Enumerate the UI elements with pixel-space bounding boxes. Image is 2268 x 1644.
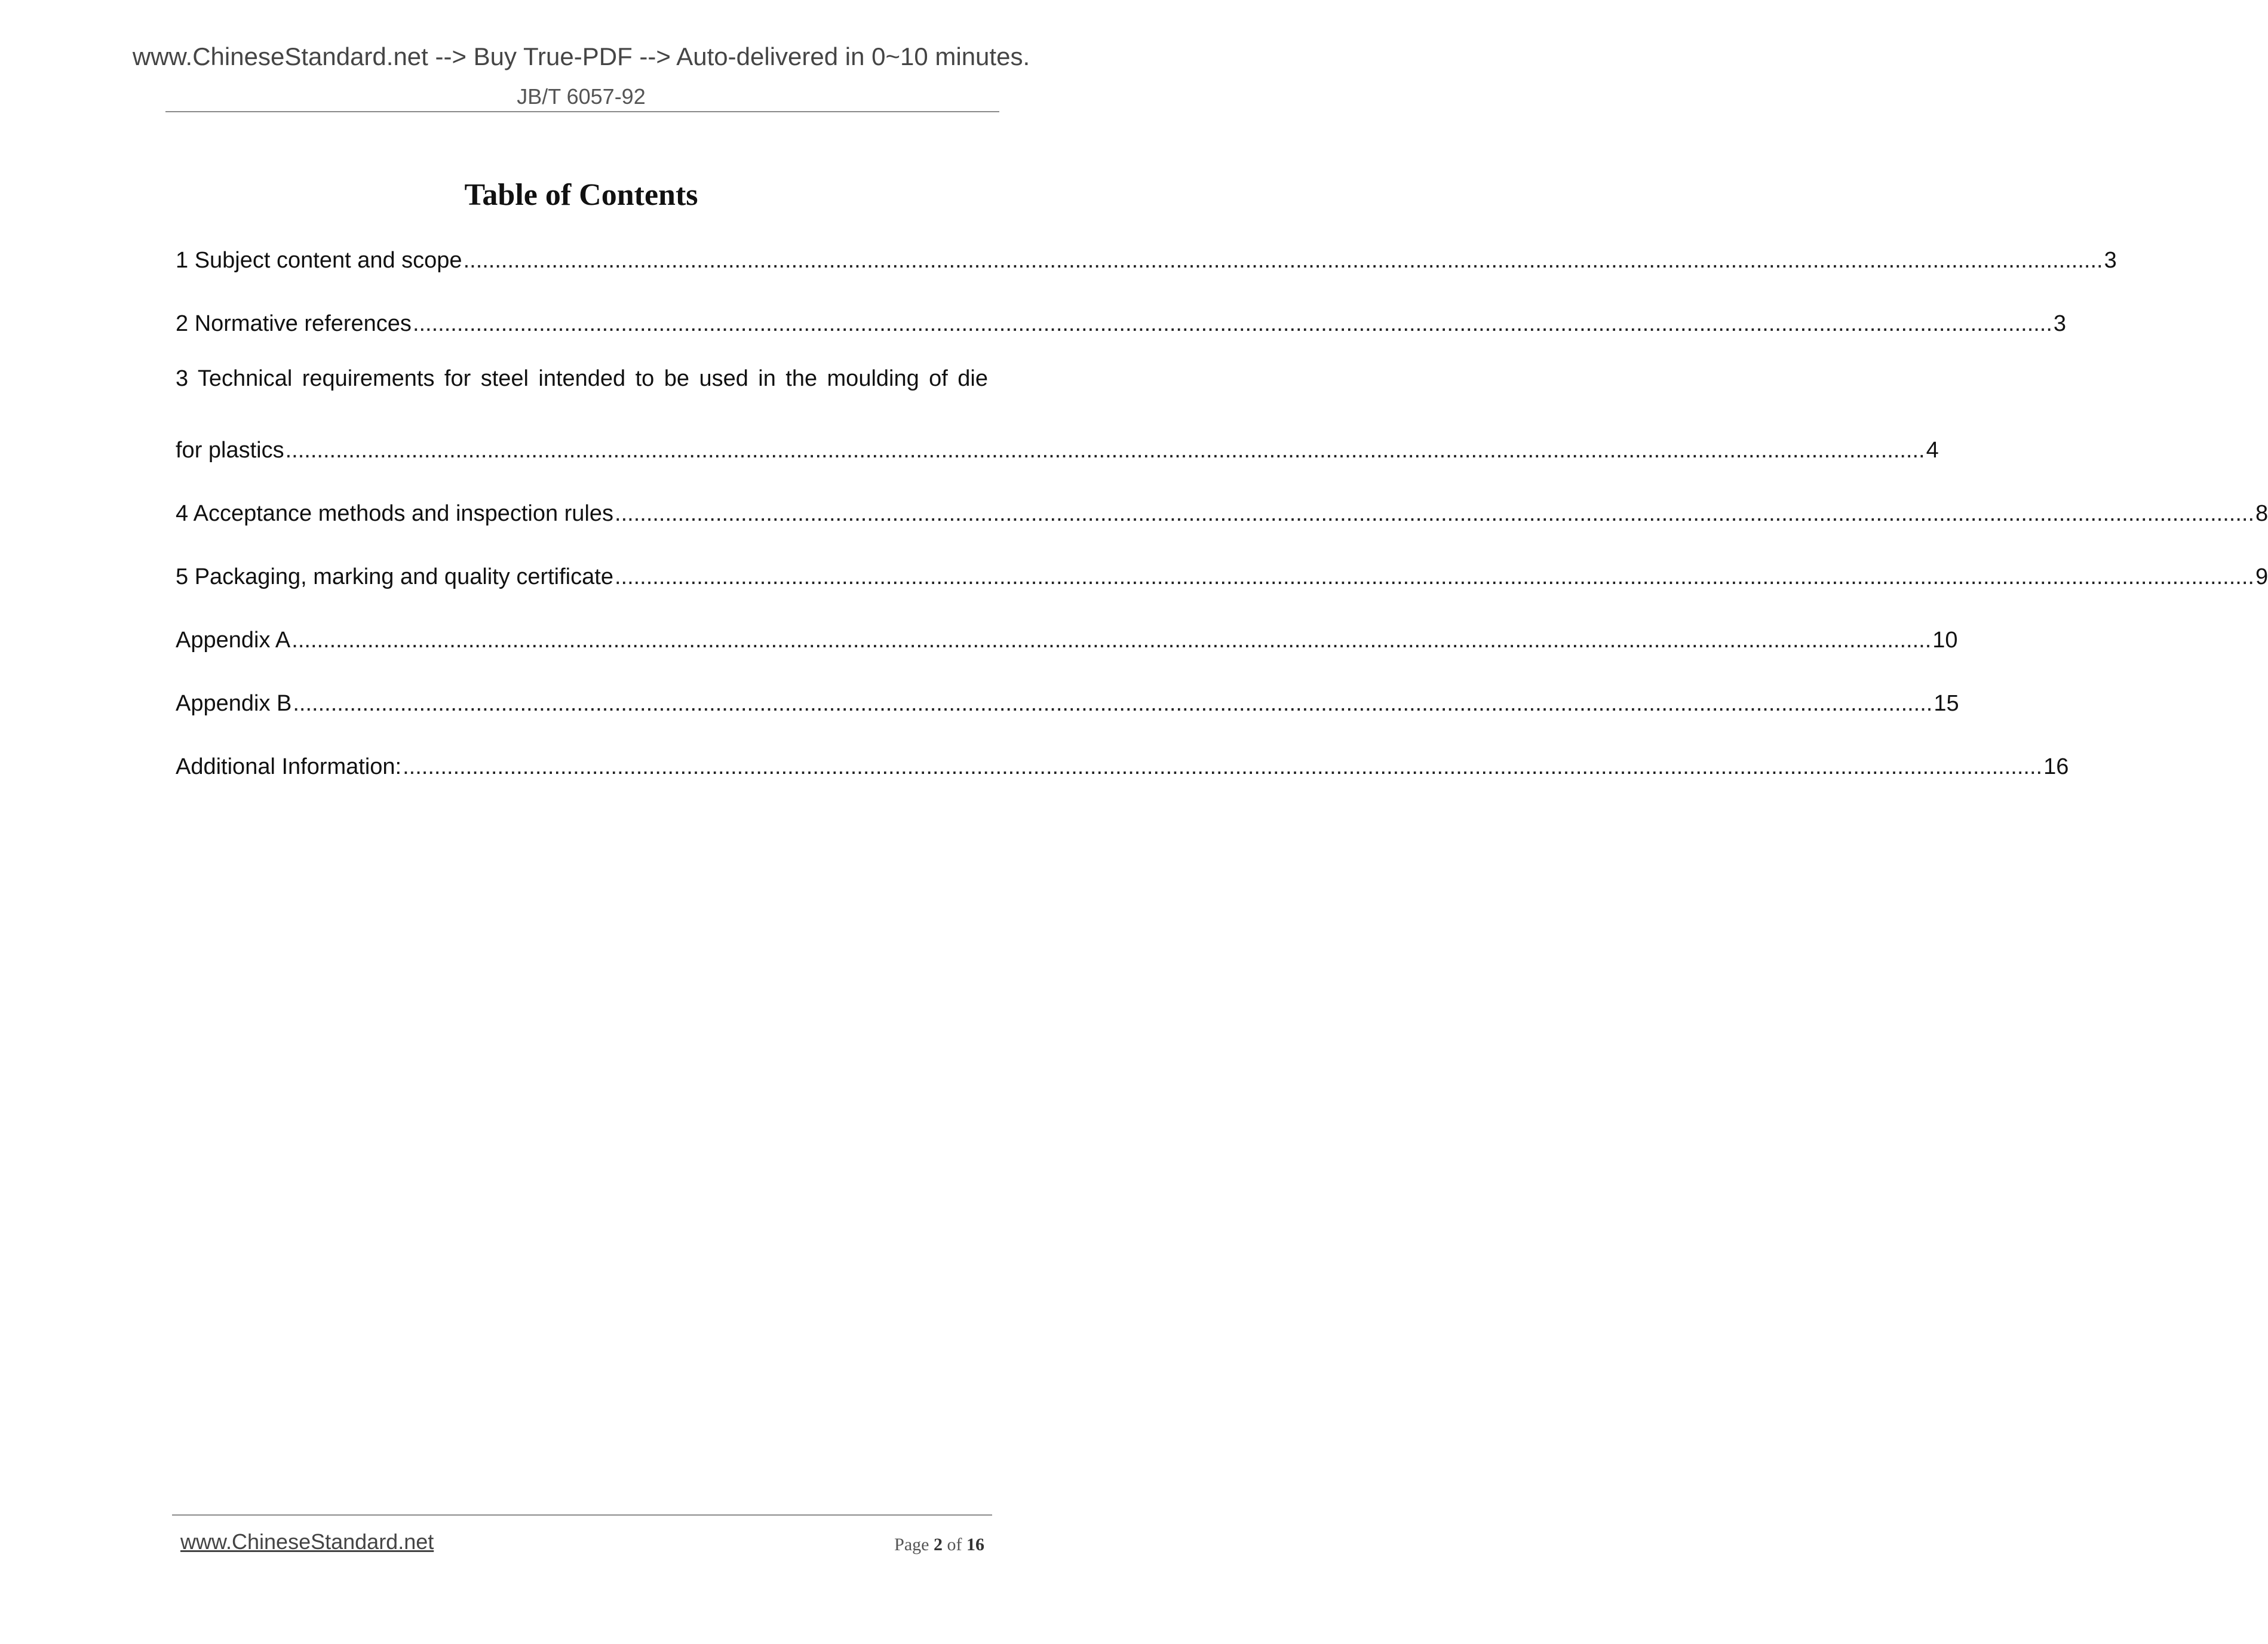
page-number (894, 1535, 984, 1554)
toc-entry-technical-requirements-line2[interactable] (176, 429, 1939, 465)
footer-divider (172, 1514, 992, 1516)
page-of-word: of (947, 1535, 962, 1554)
toc-entry-label: Appendix A (176, 628, 291, 653)
toc-leader-dots: .................................................................................................................................................................................................................................................................... (291, 628, 1932, 653)
toc-entry-label: 5 Packaging, marking and quality certificate (176, 564, 613, 590)
toc-title: Table of Contents (464, 178, 698, 212)
toc-entry-label: 2 Normative references (176, 311, 412, 337)
toc-entry-page: 8 (2255, 501, 2268, 527)
toc-entry-label: Appendix B (176, 691, 292, 717)
toc-entry-appendix-b[interactable] (176, 682, 1959, 718)
toc-leader-dots: .................................................................................................................................................................................................................................................................... (403, 754, 2043, 780)
toc-entry-additional-information[interactable] (176, 745, 2069, 781)
page-word: Page (894, 1535, 929, 1554)
toc-entry-label: for plastics (176, 438, 284, 463)
toc-leader-dots: .................................................................................................................................................................................................................................................................... (615, 501, 2255, 527)
toc-entry-page: 9 (2255, 564, 2268, 590)
toc-entry-label: Additional Information: (176, 754, 402, 780)
toc-leader-dots: .................................................................................................................................................................................................................................................................... (285, 438, 1925, 463)
header-divider (165, 111, 999, 112)
toc-entry-page: 3 (2104, 248, 2117, 274)
toc-leader-dots: .................................................................................................................................................................................................................................................................... (293, 691, 1933, 717)
toc-entry-appendix-a[interactable] (176, 619, 1958, 654)
toc-entry-page: 3 (2053, 311, 2067, 337)
toc-entry-page: 16 (2043, 754, 2069, 780)
toc-entry-normative-references[interactable] (176, 302, 2067, 338)
toc-leader-dots: .................................................................................................................................................................................................................................................................... (614, 564, 2254, 590)
header-banner: www.ChineseStandard.net --> Buy True-PDF --> Auto-delivered in 0~10 minutes. (132, 42, 1030, 70)
footer-site-link[interactable]: www.ChineseStandard.net (180, 1529, 434, 1554)
toc-entry-page: 4 (1926, 438, 1939, 463)
toc-leader-dots: .................................................................................................................................................................................................................................................................... (463, 248, 2103, 274)
toc-entry-page: 10 (1932, 628, 1958, 653)
toc-leader-dots: .................................................................................................................................................................................................................................................................... (412, 311, 2052, 337)
toc-entry-technical-requirements-line1[interactable]: 3 Technical requirements for steel intended to be used in the moulding of die (176, 366, 988, 391)
page-total: 16 (966, 1535, 984, 1554)
document-code: JB/T 6057-92 (517, 84, 646, 109)
toc-entry-label: 1 Subject content and scope (176, 248, 462, 274)
toc-entry-page: 15 (1934, 691, 1959, 717)
toc-entry-label: 4 Acceptance methods and inspection rules (176, 501, 614, 527)
page-current: 2 (934, 1535, 943, 1554)
toc-entry-packaging-marking[interactable] (176, 555, 2268, 591)
toc-entry-acceptance-methods[interactable] (176, 492, 2268, 528)
toc-entry-subject-content[interactable] (176, 239, 2117, 275)
